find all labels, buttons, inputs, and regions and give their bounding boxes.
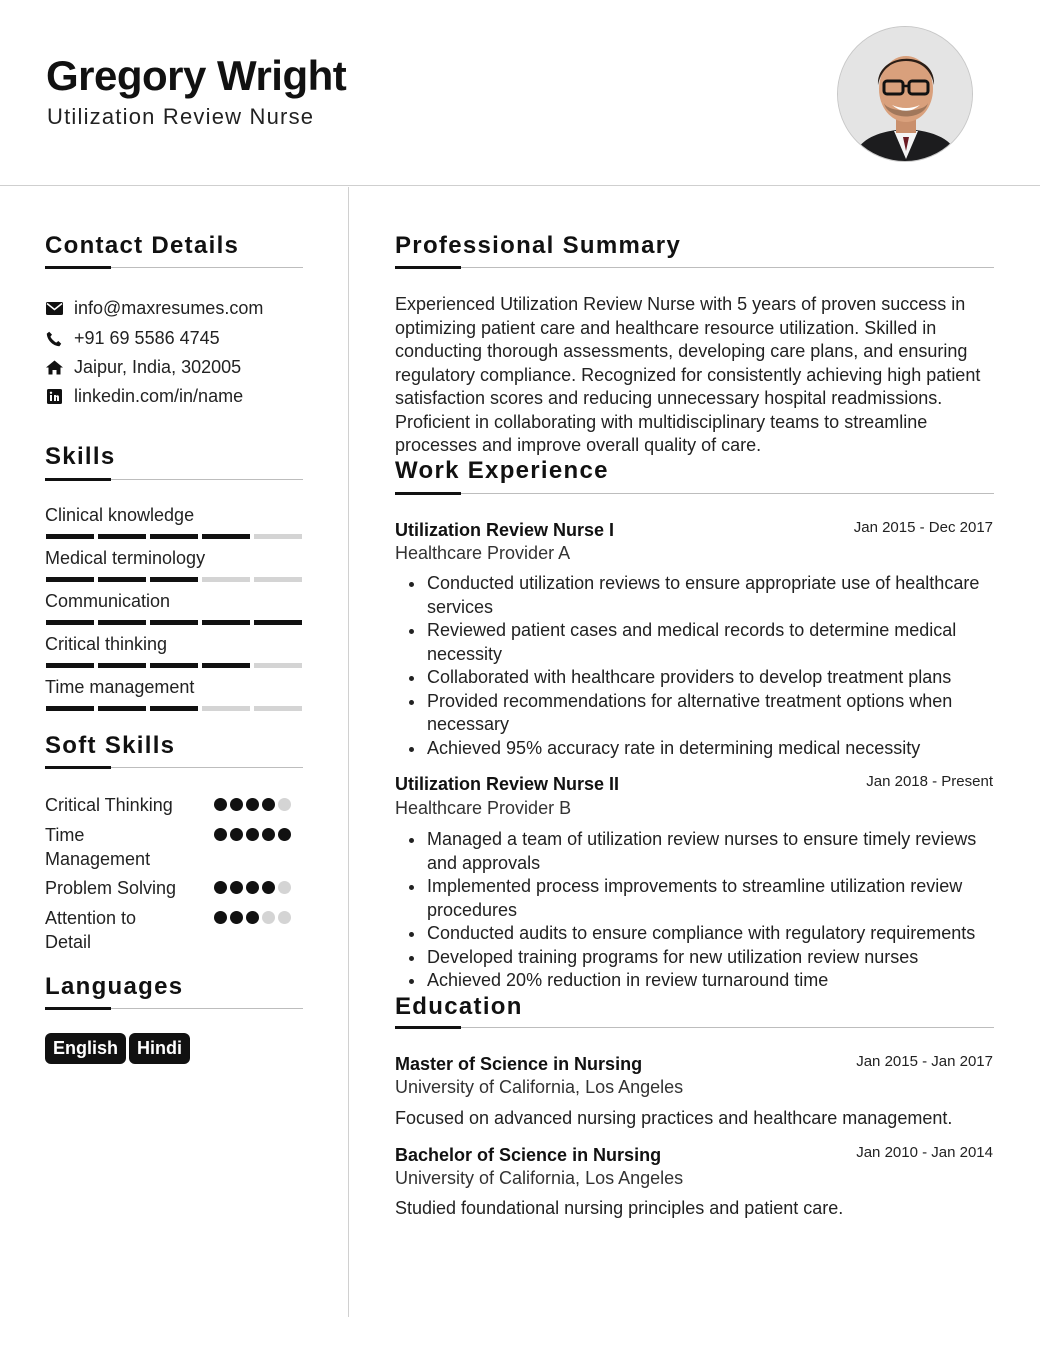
skill-level-bar [46,706,302,711]
list-item: Conducted audits to ensure compliance with regulatory requirements [395,922,995,946]
phone-icon [45,330,63,348]
soft-skill-name [45,823,150,871]
soft-skill-name-line: Detail [45,932,92,952]
column-divider [348,187,349,1317]
soft-skill-name-line: Problem Solving [45,878,177,898]
summary-heading: Professional Summary [395,232,682,259]
rating-dot [214,828,227,841]
language-tag-hindi: Hindi [129,1033,190,1064]
rating-dot [230,798,243,811]
education-heading: Education [395,993,523,1020]
degree-date: Jan 2010 - Jan 2014 [856,1144,993,1161]
avatar [837,26,973,162]
candidate-title: Utilization Review Nurse [47,104,315,129]
contact-phone[interactable] [45,328,220,349]
contact-linkedin[interactable] [45,386,243,407]
soft-skill-rating [214,881,294,905]
avatar-portrait-icon [838,27,973,162]
job-bullets [395,572,995,760]
soft-skill-rating [214,828,294,852]
skill-level-segment [98,534,146,539]
rating-dot [278,828,291,841]
languages-heading-accent [45,1007,111,1010]
rating-dot [214,911,227,924]
rating-dot [230,828,243,841]
degree-date: Jan 2015 - Jan 2017 [856,1053,993,1070]
contact-heading-accent [45,266,111,269]
summary-heading-rule [395,267,994,268]
soft-skill-name-line: Attention to [45,908,137,928]
skill-level-segment [46,620,94,625]
education-heading-rule [395,1027,994,1028]
skill-level-segment [46,663,94,668]
skill-level-segment [254,534,302,539]
skill-level-segment [46,534,94,539]
work-heading: Work Experience [395,457,609,484]
skill-level-segment [254,620,302,625]
resume-header [0,0,1040,186]
education-heading-accent [395,1026,461,1029]
degree-title: Bachelor of Science in Nursing [395,1145,662,1165]
degree-description: Studied foundational nursing principles and patient care. [395,1198,844,1218]
linkedin-icon [45,388,63,406]
school-name: University of California, Los Angeles [395,1077,684,1097]
languages-heading: Languages [45,973,184,1000]
soft-skill-name [45,793,173,817]
skill-level-segment [202,577,250,582]
contact-location-text: Jaipur, India, 302005 [74,357,242,377]
soft-skill-name-line: Management [45,849,151,869]
soft-skill-name-line: Time [45,825,85,845]
list-item: Reviewed patient cases and medical records to determine medical necessity [395,619,995,666]
skill-level-segment [254,706,302,711]
skill-level-segment [98,577,146,582]
skill-level-segment [150,706,198,711]
skill-level-bar [46,577,302,582]
soft-skills-heading: Soft Skills [45,732,176,759]
soft-skill-name [45,906,136,954]
skill-name: Time management [45,677,195,697]
rating-dot [262,798,275,811]
skill-level-segment [202,706,250,711]
work-heading-accent [395,492,461,495]
skill-level-segment [202,620,250,625]
soft-skill-rating [214,798,294,822]
rating-dot [246,881,259,894]
skill-level-segment [46,706,94,711]
list-item: Managed a team of utilization review nurses to ensure timely reviews and approvals [395,828,995,875]
skill-level-bar [46,620,302,625]
skills-heading: Skills [45,443,116,470]
rating-dot [230,911,243,924]
school-name: University of California, Los Angeles [395,1168,684,1188]
job-organization: Healthcare Provider B [395,798,572,818]
skill-level-segment [150,577,198,582]
language-tag-english: English [45,1033,126,1064]
list-item: Achieved 20% reduction in review turnaround time [395,969,995,993]
contact-location [45,357,241,378]
rating-dot [278,798,291,811]
soft-skill-rating [214,911,294,935]
skill-level-segment [98,706,146,711]
skill-level-segment [202,663,250,668]
job-bullets [395,828,995,993]
contact-heading: Contact Details [45,232,240,259]
contact-linkedin-text: linkedin.com/in/name [74,386,244,406]
skill-name: Medical terminology [45,548,206,568]
skill-level-bar [46,534,302,539]
job-title: Utilization Review Nurse I [395,520,615,540]
job-title: Utilization Review Nurse II [395,774,620,794]
list-item: Implemented process improvements to streamline utilization review procedures [395,875,995,922]
rating-dot [214,881,227,894]
rating-dot [262,828,275,841]
skill-level-segment [254,663,302,668]
list-item: Conducted utilization reviews to ensure appropriate use of healthcare services [395,572,995,619]
skill-level-bar [46,663,302,668]
skill-level-segment [202,534,250,539]
degree-title: Master of Science in Nursing [395,1054,643,1074]
skill-level-segment [150,620,198,625]
contact-phone-text: +91 69 5586 4745 [74,328,220,348]
contact-email[interactable] [45,298,263,319]
summary-heading-accent [395,266,461,269]
job-date: Jan 2015 - Dec 2017 [853,519,993,536]
skill-level-segment [46,577,94,582]
rating-dot [262,911,275,924]
skill-level-segment [254,577,302,582]
soft-skills-heading-accent [45,766,111,769]
job-organization: Healthcare Provider A [395,543,571,563]
work-heading-rule [395,493,994,494]
rating-dot [246,798,259,811]
skill-level-segment [98,620,146,625]
list-item: Developed training programs for new utilization review nurses [395,946,995,970]
candidate-name: Gregory Wright [46,52,347,99]
rating-dot [246,911,259,924]
skill-level-segment [150,534,198,539]
soft-skill-name-line: Critical Thinking [45,795,173,815]
home-icon [45,359,63,377]
rating-dot [278,881,291,894]
list-item: Collaborated with healthcare providers to develop treatment plans [395,666,995,690]
rating-dot [246,828,259,841]
rating-dot [278,911,291,924]
contact-email-text: info@maxresumes.com [74,298,264,318]
degree-description: Focused on advanced nursing practices and healthcare management. [395,1108,953,1128]
skills-heading-accent [45,478,111,481]
soft-skill-name [45,876,176,900]
skill-level-segment [98,663,146,668]
skill-name: Communication [45,591,171,611]
skill-name: Clinical knowledge [45,505,195,525]
skill-level-segment [150,663,198,668]
rating-dot [214,798,227,811]
list-item: Provided recommendations for alternative treatment options when necessary [395,690,995,737]
rating-dot [230,881,243,894]
rating-dot [262,881,275,894]
envelope-icon [45,300,63,318]
summary-text: Experienced Utilization Review Nurse with 5 years of proven success in optimizing patient care and healthcare resource utilization. Skilled in conducting thorough assessments, developing care plans, and ensuring regulatory compliance. Recognized for consistently achieving high patient satisfaction scores and reducing unnecessary hospital readmissions. Proficient in collaborating with multidisciplinary teams to streamline processes and improve overall quality of care. [395,294,981,455]
skill-name: Critical thinking [45,634,168,654]
list-item: Achieved 95% accuracy rate in determining medical necessity [395,737,995,761]
job-date: Jan 2018 - Present [866,773,993,790]
